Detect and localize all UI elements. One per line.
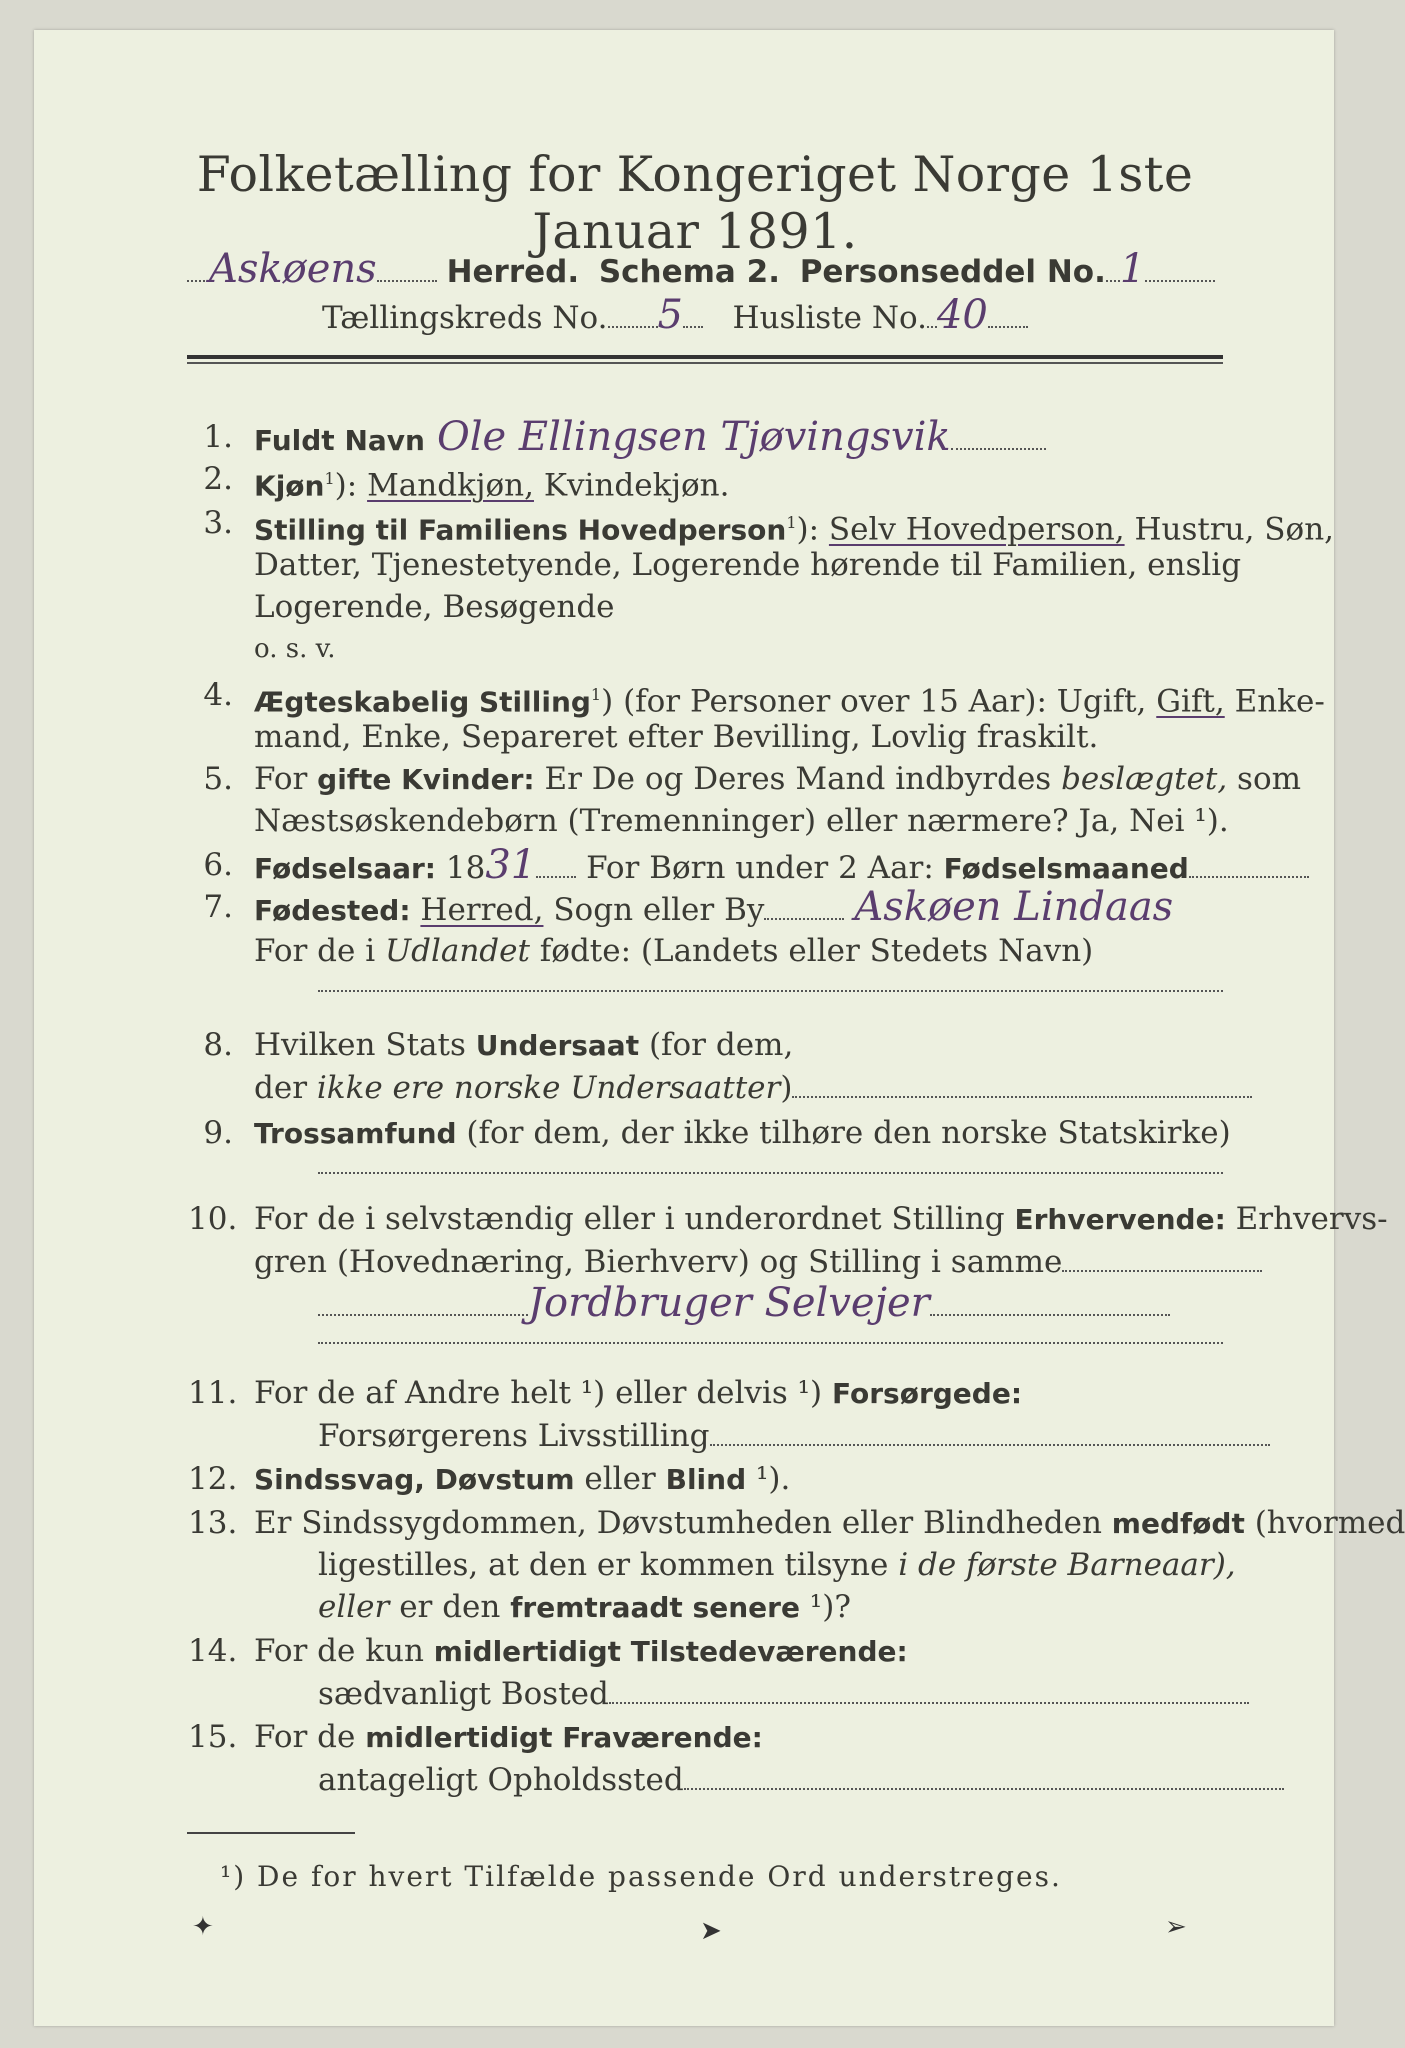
kreds-value: 5 xyxy=(657,292,683,338)
q2-other-option: Kvindekjøn. xyxy=(533,467,730,504)
q10-number: 10. xyxy=(188,1201,238,1237)
q15-line2-text: antageligt Opholdssted xyxy=(318,1762,684,1798)
herred-line xyxy=(187,246,1223,292)
q10-rest: Erhvervs- xyxy=(1225,1201,1388,1237)
q3-number: 3. xyxy=(203,505,233,541)
q2-label: Kjøn xyxy=(254,469,325,503)
q14-line2 xyxy=(318,1670,1249,1716)
q7-place-value: Askøen Lindaas xyxy=(854,884,1174,930)
q6-birth-year xyxy=(254,842,1224,888)
q3-line4: o. s. v. xyxy=(254,634,336,664)
q14-number: 14. xyxy=(188,1633,238,1669)
q6-month-label: Fødselsmaaned xyxy=(943,852,1189,885)
registration-mark-center: ➤ xyxy=(700,1916,722,1946)
q13-line3-italic: eller xyxy=(318,1589,390,1625)
q3-selected-option: Selv Hovedperson, xyxy=(828,511,1125,548)
q1-full-name xyxy=(254,414,1224,460)
q8-rest: (for dem, xyxy=(639,1027,794,1063)
q14-temporary-present xyxy=(254,1628,1224,1674)
q6-mid: For Børn under 2 Aar: xyxy=(576,850,944,886)
q7-line2-a: For de i xyxy=(254,933,385,969)
q10-occupation-value: Jordbruger Selvejer xyxy=(528,1280,930,1326)
q5-line2: Næstsøskendebørn (Tremenninger) eller nærmere? Ja, Nei ¹). xyxy=(254,803,1229,839)
q8-line2-a: der xyxy=(254,1070,317,1106)
q4-selected-option: Gift, xyxy=(1156,683,1225,720)
q6-number: 6. xyxy=(203,847,233,883)
personseddel-label: Personseddel No. xyxy=(799,254,1106,290)
q3-line3: Logerende, Besøgende xyxy=(254,589,615,625)
q7-line2-italic: Udlandet xyxy=(384,933,530,969)
q1-number: 1. xyxy=(203,419,233,455)
q15-number: 15. xyxy=(188,1719,238,1755)
q2-sex: Kjøn$^1$): Mandkjøn, Kvindekjøn. xyxy=(254,467,730,504)
q4-number: 4. xyxy=(203,677,233,713)
q11-label: Forsørgede: xyxy=(832,1377,1023,1410)
q6-prefix: 18 xyxy=(436,850,486,886)
q7-birthplace xyxy=(254,884,1224,930)
q6-label: Fødselsaar: xyxy=(254,852,436,885)
q5-label: gifte Kvinder: xyxy=(317,763,535,796)
q12-label: Sindssvag, Døvstum xyxy=(254,1463,575,1496)
header-rule-thin xyxy=(187,362,1223,364)
q7-blank-line xyxy=(318,990,1223,992)
q15-text: For de xyxy=(254,1719,366,1755)
q3-label: Stilling til Familiens Hovedperson xyxy=(254,513,787,547)
q13-congenital xyxy=(254,1500,1405,1546)
q6-year-value: 31 xyxy=(485,842,537,888)
registration-mark-right: ➢ xyxy=(1165,1912,1187,1942)
q9-label: Trossamfund xyxy=(254,1117,457,1150)
q9-blank-line xyxy=(318,1172,1223,1174)
q7-text: Sogn eller By xyxy=(543,892,765,928)
q7-line2-b: fødte: (Landets eller Stedets Navn) xyxy=(529,933,1094,969)
q5-pre: For xyxy=(254,761,318,797)
q7-number: 7. xyxy=(203,889,233,925)
husliste-value: 40 xyxy=(936,292,988,338)
q13-label: medfødt xyxy=(1111,1507,1245,1540)
herred-value: Askøens xyxy=(209,246,377,292)
q4-line2: mand, Enke, Separeret efter Bevilling, Lovlig fraskilt. xyxy=(254,719,1099,755)
q10-line2-text: gren (Hovednæring, Bierhverv) og Stilling i samme xyxy=(254,1244,1063,1280)
q11-line2-text: Forsørgerens Livsstilling xyxy=(318,1418,710,1454)
q8-label: Undersaat xyxy=(475,1029,640,1062)
q4-label: Ægteskabelig Stilling xyxy=(254,685,591,719)
q12-disability xyxy=(254,1456,1224,1502)
q13-line3-c: ¹)? xyxy=(799,1589,851,1625)
schema-label: Schema 2. xyxy=(598,254,780,290)
q12-text: eller xyxy=(574,1461,666,1497)
q11-line2 xyxy=(318,1412,1270,1458)
q10-blank-line xyxy=(318,1342,1223,1344)
q2-number: 2. xyxy=(203,461,233,497)
q5-rest: som xyxy=(1227,761,1302,797)
q13-line3-a: er den xyxy=(389,1589,511,1625)
q10-occupation xyxy=(254,1196,1388,1242)
q11-text: For de af Andre helt ¹) eller delvis ¹) xyxy=(254,1375,832,1411)
q14-label: midlertidigt Tilstedeværende: xyxy=(433,1635,908,1668)
q10-label: Erhvervende: xyxy=(1014,1203,1226,1236)
header-rule-thick xyxy=(187,355,1223,359)
q13-number: 13. xyxy=(188,1505,238,1541)
herred-label: Herred. xyxy=(446,254,580,290)
q14-text: For de kun xyxy=(254,1633,434,1669)
q12-number: 12. xyxy=(188,1461,238,1497)
footnote-marker: 1 xyxy=(324,469,335,488)
kreds-label: Tællingskreds No. xyxy=(322,300,608,336)
q10-text: For de i selvstændig eller i underordnet Stilling xyxy=(254,1201,1015,1237)
q7-label: Fødested: xyxy=(254,894,411,927)
q10-line2 xyxy=(254,1238,1224,1284)
footnote-rule xyxy=(187,1832,355,1834)
q8-citizenship xyxy=(254,1022,1224,1068)
footnote-marker: 1 xyxy=(786,513,797,532)
footnote: ¹) De for hvert Tilfælde passende Ord understreges. xyxy=(220,1860,1062,1893)
q7-selected-option: Herred, xyxy=(420,892,544,928)
q13-line3 xyxy=(318,1584,851,1630)
q9-number: 9. xyxy=(203,1115,233,1151)
q5-married-women xyxy=(254,756,1302,802)
q13-line3-bold: fremtraadt senere xyxy=(510,1591,800,1624)
q13-line2 xyxy=(318,1542,1236,1588)
q13-rest: (hvormed xyxy=(1244,1505,1405,1541)
kreds-line xyxy=(322,292,1028,338)
q14-line2-text: sædvanligt Bosted xyxy=(318,1676,609,1712)
q8-line2-italic: ikke ere norske Undersaatter xyxy=(316,1070,781,1106)
q1-name-value: Ole Ellingsen Tjøvingsvik xyxy=(436,414,951,460)
q12-rest: ¹). xyxy=(746,1461,791,1497)
husliste-label: Husliste No. xyxy=(732,300,927,336)
q15-temporary-absent xyxy=(254,1714,1224,1760)
q2-selected-option: Mandkjøn, xyxy=(367,467,534,504)
q5-number: 5. xyxy=(203,761,233,797)
q5-text: Er De og Deres Mand indbyrdes xyxy=(534,761,1062,797)
q8-text: Hvilken Stats xyxy=(254,1027,476,1063)
q3-line2: Datter, Tjenestetyende, Logerende hørende til Familien, enslig xyxy=(254,547,1242,583)
q13-line2-italic: i de første Barneaar), xyxy=(898,1547,1236,1583)
q15-label: midlertidigt Fraværende: xyxy=(365,1721,763,1754)
q4-text: (for Personer over 15 Aar): Ugift, xyxy=(613,683,1157,720)
q9-text: (for dem, der ikke tilhøre den norske Statskirke) xyxy=(456,1115,1231,1151)
registration-mark-left: ✦ xyxy=(192,1912,214,1942)
q9-religion xyxy=(254,1110,1231,1156)
q3-rest: Hustru, Søn, xyxy=(1124,511,1335,548)
personseddel-value: 1 xyxy=(1119,246,1146,292)
q15-line2 xyxy=(318,1756,1284,1802)
q8-line2: der ikke ere norske Undersaatter) xyxy=(254,1064,1224,1110)
footnote-marker: 1 xyxy=(590,685,602,704)
q3-position: Stilling til Familiens Hovedperson$^1$): Selv Hovedperson, Hustru, Søn, xyxy=(254,511,1335,548)
q1-label: Fuldt Navn xyxy=(254,424,425,457)
q4-marital: Ægteskabelig Stilling$^1$) (for Personer over 15 Aar): Ugift, Gift, Enke- xyxy=(254,683,1325,720)
q4-rest: Enke- xyxy=(1224,683,1325,720)
q13-line2-a: ligestilles, at den er kommen tilsyne xyxy=(318,1547,899,1583)
q8-number: 8. xyxy=(203,1027,233,1063)
form-title: Folketælling for Kongeriget Norge 1ste Januar 1891. xyxy=(196,146,1194,260)
q11-supported xyxy=(254,1370,1224,1416)
q13-text: Er Sindssygdommen, Døvstumheden eller Blindheden xyxy=(254,1505,1112,1541)
q7-line2 xyxy=(254,928,1224,974)
q11-number: 11. xyxy=(188,1375,238,1411)
q10-line3 xyxy=(318,1280,1170,1326)
q5-italic: beslægtet, xyxy=(1061,761,1228,797)
q12-label2: Blind xyxy=(665,1463,747,1496)
